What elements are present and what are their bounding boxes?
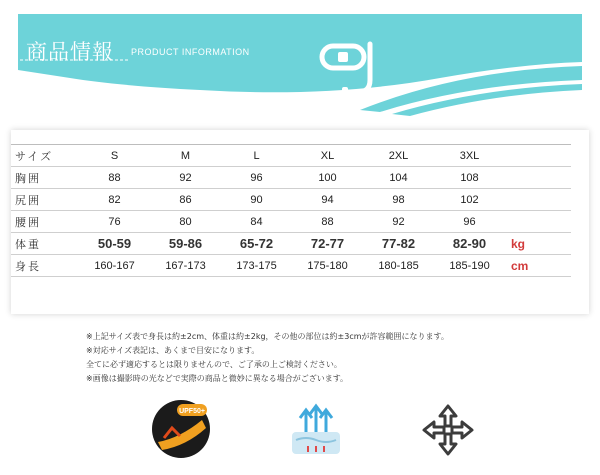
table-cell: 104 [363, 167, 434, 189]
table-cell: 59-86 [150, 233, 221, 255]
table-cell: 76 [79, 211, 150, 233]
table-cell: 94 [292, 189, 363, 211]
table-cell: 72-77 [292, 233, 363, 255]
notes-block [86, 330, 586, 386]
upf50-sun-protection-icon [150, 398, 212, 460]
table-cell: 50-59 [79, 233, 150, 255]
size-chart [11, 130, 589, 314]
unit-cell: kg [505, 233, 571, 255]
size-header: 2XL [363, 145, 434, 167]
size-label: サイズ [11, 145, 79, 167]
table-cell: 160-167 [79, 255, 150, 277]
row-label: 胸囲 [11, 167, 79, 189]
table-cell: 96 [221, 167, 292, 189]
table-cell: 173-175 [221, 255, 292, 277]
unit-cell [505, 145, 571, 167]
table-row [11, 233, 571, 255]
note-line: 全てに必ず適応するとは限りませんので、ご了承の上ご検討ください。 [86, 360, 342, 369]
table-cell: 90 [221, 189, 292, 211]
size-header: M [150, 145, 221, 167]
upf-badge-text: UPF50+ [179, 408, 205, 415]
table-cell: 80 [150, 211, 221, 233]
size-table [11, 144, 571, 277]
size-header: S [79, 145, 150, 167]
table-cell: 175-180 [292, 255, 363, 277]
table-header-row [11, 145, 571, 167]
header-banner [0, 0, 600, 122]
table-cell: 82 [79, 189, 150, 211]
table-cell: 108 [434, 167, 505, 189]
table-row [11, 189, 571, 211]
table-cell: 98 [363, 189, 434, 211]
row-label: 体重 [11, 233, 79, 255]
unit-cell: cm [505, 255, 571, 277]
breathable-fabric-icon [286, 402, 346, 458]
table-cell: 102 [434, 189, 505, 211]
table-cell: 167-173 [150, 255, 221, 277]
size-header: XL [292, 145, 363, 167]
note-line: ※対応サイズ表記は、あくまで目安になります。 [86, 346, 260, 355]
size-header: L [221, 145, 292, 167]
table-cell: 88 [79, 167, 150, 189]
note-line: ※上記サイズ表で身長は約±2cm、体重は約±2kg，その他の部位は約±3cmが許容範囲になります。 [86, 332, 449, 341]
row-label: 尻囲 [11, 189, 79, 211]
page-subtitle: PRODUCT INFORMATION [131, 47, 250, 57]
table-cell: 86 [150, 189, 221, 211]
table-row [11, 167, 571, 189]
table-cell: 77-82 [363, 233, 434, 255]
unit-cell [505, 211, 571, 233]
page-title: 商品情報 [26, 40, 114, 64]
table-cell: 96 [434, 211, 505, 233]
snorkel-mask-icon [318, 36, 380, 98]
table-row [11, 211, 571, 233]
unit-cell [505, 189, 571, 211]
table-cell: 100 [292, 167, 363, 189]
four-way-stretch-icon [420, 402, 476, 458]
table-cell: 84 [221, 211, 292, 233]
table-cell: 65-72 [221, 233, 292, 255]
row-label: 身長 [11, 255, 79, 277]
table-cell: 82-90 [434, 233, 505, 255]
size-header: 3XL [434, 145, 505, 167]
note-line: ※画像は撮影時の光などで実際の商品と微妙に異なる場合がございます。 [86, 374, 349, 383]
table-cell: 180-185 [363, 255, 434, 277]
table-row [11, 255, 571, 277]
table-cell: 185-190 [434, 255, 505, 277]
table-cell: 92 [150, 167, 221, 189]
unit-cell [505, 167, 571, 189]
row-label: 腰囲 [11, 211, 79, 233]
table-cell: 92 [363, 211, 434, 233]
table-cell: 88 [292, 211, 363, 233]
